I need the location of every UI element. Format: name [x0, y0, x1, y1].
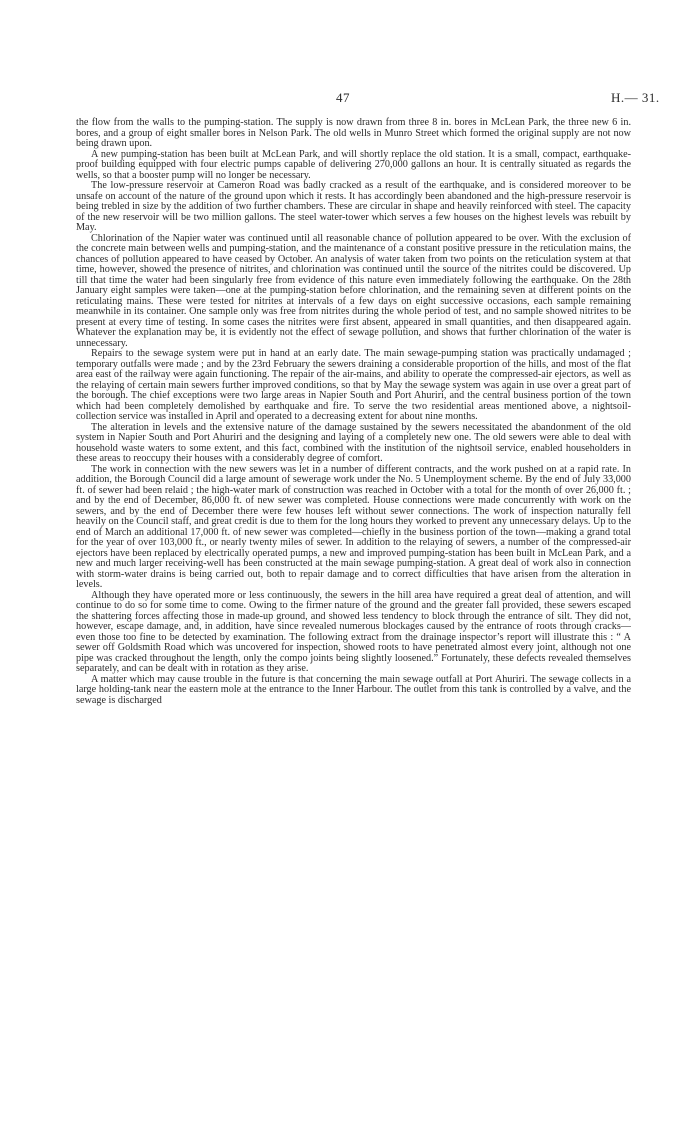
paragraph-pumping-station: A new pumping-station has been built at McLean Park, and will shortly replace the old station. It is a small, compact, earthquake-proof building equipped with four electric pumps capable of delivering 270,000 gallons an hour. It is centrally situated as regards the wells, so that a booster pump will no longer be necessary. [76, 148, 631, 181]
paragraph-outfall: A matter which may cause trouble in the future is that concerning the main sewage outfall at Port Ahuriri. The sewage collects in a large holding-tank near the eastern mole at the entrance to the Inner Harbour. The outlet from this tank is controlled by a valve, and the sewage is discharged [76, 673, 631, 706]
paragraph-hill-sewers: Although they have operated more or less continuously, the sewers in the hill area have required a great deal of attention, and will continue to do so for some time to come. Owing to the firmer nature of the ground and the greater fall provided, these sewers escaped the shattering forces affecting those in made-up ground, and showed less tendency to block through the entrance of silt. They did not, however, escape damage, and, in addition, have since revealed numerous blockages caused by the entrance of roots through cracks—even those too fine to be detected by examination. The following extract from the drainage inspector’s report will illustrate this : “ A sewer off Goldsmith Road which was uncovered for inspection, showed roots to have penetrated almost every joint, although not one pipe was cracked throughout the length, only the compo joints being slightly loosened.” Fortunately, these defects revealed themselves separately, and can be dealt with in rotation as they arise. [76, 589, 631, 674]
document-reference: H.— 31. [611, 90, 660, 105]
paragraph-reservoir: The low-pressure reservoir at Cameron Road was badly cracked as a result of the earthquake, and is considered moreover to be unsafe on account of the nature of the ground upon which it rests. It has accordingly been abandoned and the high-pressure reservoir is being trebled in size by the addition of two further chambers. These are circular in shape and heavily reinforced with steel. The capacity of the new reservoir will be two million gallons. The steel water-tower which serves a few houses on the highest levels was rebuilt by May. [76, 180, 631, 233]
paragraph-sewage-repairs: Repairs to the sewage system were put in hand at an early date. The main sewage-pumping station was practically undamaged ; temporary outfalls were made ; and by the 23rd February the sewers draining a considerable proportion of the hills, and most of the flat area east of the railway were again functioning. The repair of the air-mains, and ability to operate the compressed-air ejectors, as well as the relaying of certain main sewers further improved conditions, so that by May the sewage system was again in use over a great part of the borough. The chief exceptions were two large areas in Napier South and Port Ahuriri, and the central business portion of the town which had been completely demolished by earthquake and fire. To serve the two residential areas mentioned above, a nightsoil-collection service was installed in April and operated to a decreasing extent for about nine months. [76, 348, 631, 422]
paragraph-levels-alteration: The alteration in levels and the extensive nature of the damage sustained by the sewers necessitated the abandonment of the old system in Napier South and Port Ahuriri and the designing and laying of a completely new one. The old sewers were able to deal with household waste waters to some extent, and this fact, combined with the institution of the nightsoil service, enabled householders in these areas to reoccupy their houses with a considerably degree of comfort. [76, 421, 631, 464]
body-text [76, 118, 631, 706]
page-number: 47 [336, 90, 350, 105]
paragraph-chlorination: Chlorination of the Napier water was continued until all reasonable chance of pollution appeared to be over. With the exclusion of the concrete main between wells and pumping-station, and the maintenance of a constant positive pressure in the reticulation mains, the chances of pollution appeared to have ceased by October. An analysis of water taken from two points on the reticulation system at that time, however, showed the presence of nitrites, and chlorination was continued until the source of the nitrites could be discovered. Up till that time the water had been singularly free from evidence of this nature even immediately following the earthquake. On the 28th January eight samples were taken—one at the pumping-station before chlorination, and the remaining seven at different points on the reticulating mains. These were tested for nitrites at intervals of a few days on eight successive occasions, each sample remaining meanwhile in its container. One sample only was free from nitrites during the whole period of test, and no sample showed nitrites to be present at every time of testing. In some cases the nitrites were first absent, appeared in small quantities, and then disappeared again. Whatever the explanation may be, it is evidently not the effect of sewage pollution, and shows that further chlorination of the water is unnecessary. [76, 232, 631, 349]
paragraph-new-sewers: The work in connection with the new sewers was let in a number of different contracts, and the work pushed on at a rapid rate. In addition, the Borough Council did a large amount of sewerage work under the No. 5 Unemployment scheme. By the end of July 33,000 ft. of sewer had been relaid ; the high-water mark of construction was reached in October with a total for the month of over 26,000 ft. ; and by the end of December, 86,000 ft. of new sewer was completed. House connections were made concurrently with work on the sewers, and by the end of December there were few houses left without sewer connections. The work of inspection naturally fell heavily on the Council staff, and great credit is due to them for the long hours they worked to prevent any unnecessary delays. Up to the end of March an additional 17,000 ft. of new sewer was completed—chiefly in the business portion of the town—making a grand total for the year of over 103,000 ft., or nearly twenty miles of sewer. In addition to the relaying of sewers, a number of the compressed-air ejectors have been replaced by electrically operated pumps, a new and improved pumping-station has been built in McLean Park, and a new and much larger receiving-well has been constructed at the main sewage pumping-station. A great deal of work also in connection with storm-water drains is being carried out, both to repair damage and to correct difficulties that have arisen from the alteration in levels. [76, 463, 631, 590]
page-header [0, 90, 700, 106]
paragraph-continuation: the flow from the walls to the pumping-station. The supply is now drawn from three 8 in. bores in McLean Park, the three new 6 in. bores, and a group of eight smaller bores in Nelson Park. The old wells in Munro Street which formed the original supply are not now being drawn upon. [76, 117, 631, 149]
